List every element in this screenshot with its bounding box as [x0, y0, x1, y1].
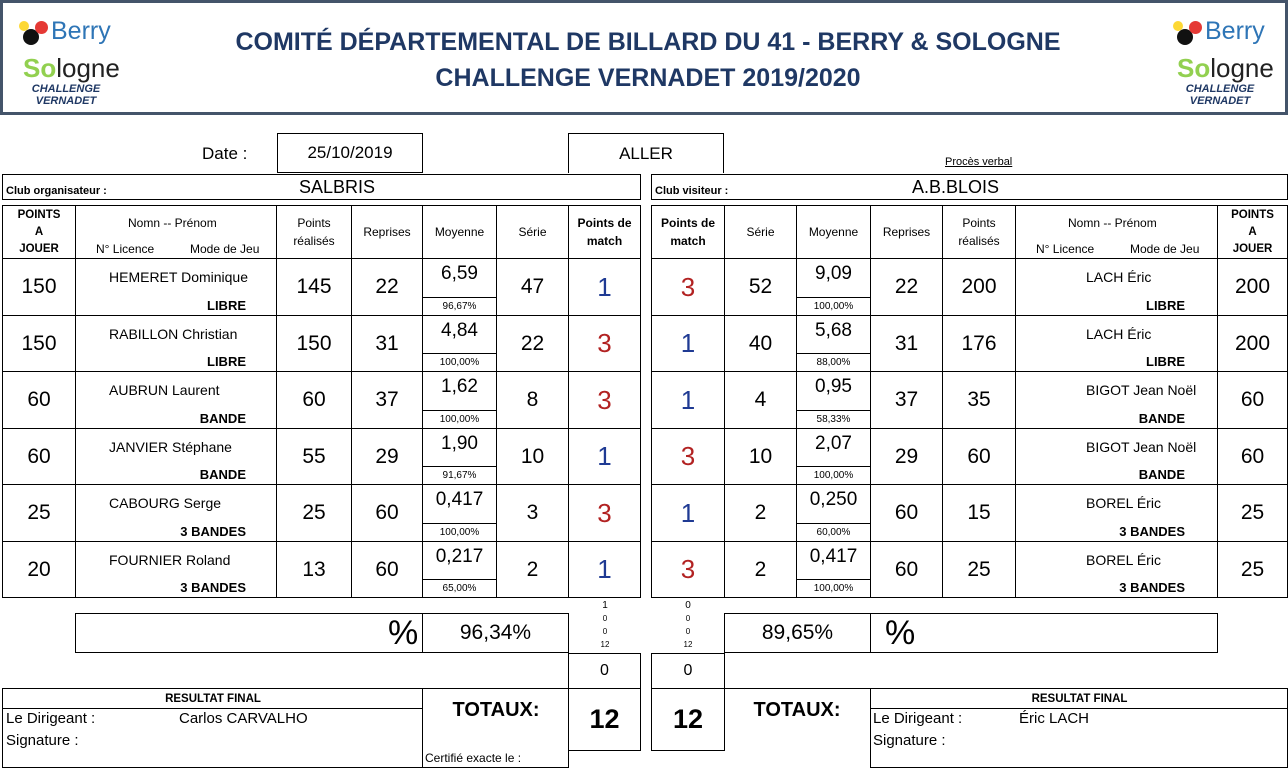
home-col-reprises: Reprises	[351, 205, 423, 259]
away-moyenne-cell	[796, 484, 871, 542]
away-moyenne-cell	[796, 541, 871, 598]
home-result-box	[2, 688, 423, 768]
away-moyenne: 0,95	[815, 376, 852, 397]
away-col-nom-prenom: Nomn -- Prénom N° Licence Mode de Jeu	[1015, 205, 1218, 259]
away-points-a-jouer: 60	[1217, 371, 1288, 429]
home-points-a-jouer: 60	[2, 428, 76, 485]
document-subtitle: CHALLENGE VERNADET 2019/2020	[435, 64, 861, 92]
away-reprises: 60	[870, 484, 943, 542]
home-points-de-match: 1	[568, 541, 641, 598]
home-moyenne: 6,59	[441, 263, 478, 284]
home-serie: 2	[496, 541, 569, 598]
away-points-de-match: 3	[651, 428, 725, 485]
away-points-de-match: 1	[651, 484, 725, 542]
away-points-a-jouer: 25	[1217, 484, 1288, 542]
proces-verbal-label: Procès verbal	[945, 156, 1013, 168]
away-game-mode: LIBRE	[1146, 298, 1185, 313]
away-moyenne: 0,417	[809, 546, 858, 567]
away-player-name: BIGOT Jean Noël	[1086, 382, 1197, 398]
home-points-de-match: 3	[568, 484, 641, 542]
away-counter: 0 0 0 12	[683, 600, 693, 649]
away-points-realises: 35	[942, 371, 1016, 429]
away-game-mode: 3 BANDES	[1119, 580, 1185, 595]
home-reprises: 29	[351, 428, 423, 485]
home-player-cell	[75, 541, 277, 598]
away-pourcentage: 88,00%	[797, 353, 870, 371]
home-moyenne: 0,417	[435, 489, 484, 510]
home-points-realises: 150	[276, 315, 352, 372]
home-player-name: JANVIER Stéphane	[109, 439, 232, 455]
away-points-realises: 15	[942, 484, 1016, 542]
away-player-name: LACH Éric	[1086, 326, 1152, 342]
home-game-mode: 3 BANDES	[180, 580, 246, 595]
home-serie: 22	[496, 315, 569, 372]
away-player-cell	[1015, 315, 1218, 372]
home-points-realises: 60	[276, 371, 352, 429]
away-moyenne-cell	[796, 371, 871, 429]
away-col-moyenne: Moyenne	[796, 205, 871, 259]
away-col-points-de-match: Points de match	[651, 205, 725, 259]
away-leader-label: Le Dirigeant :	[873, 710, 963, 727]
away-points-realises: 60	[942, 428, 1016, 485]
away-total: 12	[651, 688, 725, 751]
away-serie: 10	[724, 428, 797, 485]
home-points-realises: 145	[276, 258, 352, 316]
away-points-de-match: 3	[651, 541, 725, 598]
home-player-cell	[75, 258, 277, 316]
home-moyenne: 4,84	[441, 320, 478, 341]
berry-sologne-logo-left: Berry Sologne CHALLENGE VERNADET	[11, 11, 126, 111]
home-result-title: RESULTAT FINAL	[165, 693, 261, 705]
home-game-mode: BANDE	[199, 411, 246, 426]
header-banner	[0, 0, 1288, 115]
home-signature-label: Signature :	[6, 732, 79, 749]
away-pourcentage: 100,00%	[797, 297, 870, 315]
away-moyenne-cell	[796, 428, 871, 485]
home-game-mode: BANDE	[199, 467, 246, 482]
home-points-a-jouer: 20	[2, 541, 76, 598]
home-counter: 1 0 0 12	[600, 600, 610, 649]
away-reprises: 37	[870, 371, 943, 429]
home-points-de-match: 3	[568, 315, 641, 372]
home-col-moyenne: Moyenne	[422, 205, 497, 259]
away-points-a-jouer: 60	[1217, 428, 1288, 485]
away-serie: 2	[724, 541, 797, 598]
away-game-mode: LIBRE	[1146, 354, 1185, 369]
home-col-points-realises: Points réalisés	[276, 205, 352, 259]
away-points-a-jouer: 200	[1217, 258, 1288, 316]
home-points-realises: 55	[276, 428, 352, 485]
leg-label: ALLER	[568, 133, 724, 173]
away-col-points-realises: Points réalisés	[942, 205, 1016, 259]
away-leader-name: Éric LACH	[1019, 710, 1090, 727]
berry-sologne-logo-right: Berry Sologne CHALLENGE VERNADET	[1165, 11, 1280, 111]
home-pourcentage: 100,00%	[423, 410, 496, 428]
home-serie: 8	[496, 371, 569, 429]
home-total: 12	[568, 688, 641, 751]
home-player-cell	[75, 315, 277, 372]
away-reprises: 22	[870, 258, 943, 316]
home-game-mode: LIBRE	[207, 298, 246, 313]
away-zero: 0	[651, 653, 725, 689]
home-col-nom-prenom: Nomn -- Prénom N° Licence Mode de Jeu	[75, 205, 277, 259]
away-serie: 52	[724, 258, 797, 316]
home-serie: 47	[496, 258, 569, 316]
totals-box-away	[724, 688, 871, 768]
away-game-mode: BANDE	[1138, 467, 1185, 482]
away-reprises: 31	[870, 315, 943, 372]
away-points-de-match: 3	[651, 258, 725, 316]
away-pourcentage: 100,00%	[797, 579, 870, 597]
home-game-mode: LIBRE	[207, 354, 246, 369]
away-serie: 4	[724, 371, 797, 429]
home-moyenne-cell	[422, 484, 497, 542]
home-points-a-jouer: 150	[2, 315, 76, 372]
away-moyenne-cell	[796, 258, 871, 316]
away-percent-box	[870, 613, 1218, 653]
home-reprises: 60	[351, 541, 423, 598]
away-pourcentage: 60,00%	[797, 523, 870, 541]
away-points-realises: 176	[942, 315, 1016, 372]
away-percent-value: 89,65%	[724, 613, 871, 653]
away-player-name: BOREL Éric	[1086, 552, 1161, 568]
away-player-cell	[1015, 258, 1218, 316]
home-points-a-jouer: 150	[2, 258, 76, 316]
home-serie: 10	[496, 428, 569, 485]
home-club-name: SALBRIS	[299, 177, 376, 197]
away-points-realises: 200	[942, 258, 1016, 316]
away-moyenne: 0,250	[809, 489, 858, 510]
home-leader-name: Carlos CARVALHO	[179, 710, 308, 727]
away-reprises: 60	[870, 541, 943, 598]
away-moyenne: 5,68	[815, 320, 852, 341]
home-moyenne-cell	[422, 371, 497, 429]
home-percent-symbol: %	[388, 614, 419, 652]
home-col-points-de-match: Points de match	[568, 205, 641, 259]
away-percent-symbol: %	[885, 614, 916, 652]
date-label: Date :	[202, 144, 248, 163]
home-moyenne: 1,90	[441, 433, 478, 454]
home-percent-box	[75, 613, 423, 653]
away-club-name: A.B.BLOIS	[912, 177, 1000, 197]
away-player-cell	[1015, 428, 1218, 485]
home-points-de-match: 1	[568, 258, 641, 316]
home-club-row	[2, 174, 641, 200]
home-player-name: CABOURG Serge	[109, 495, 222, 511]
home-club-label: Club organisateur :	[6, 185, 107, 197]
home-moyenne-cell	[422, 428, 497, 485]
totals-box-home	[422, 688, 569, 768]
home-points-realises: 13	[276, 541, 352, 598]
away-player-name: LACH Éric	[1086, 269, 1152, 285]
away-player-cell	[1015, 371, 1218, 429]
home-reprises: 60	[351, 484, 423, 542]
home-reprises: 22	[351, 258, 423, 316]
totals-label-home: TOTAUX:	[452, 699, 540, 721]
home-col-serie: Série	[496, 205, 569, 259]
away-pourcentage: 100,00%	[797, 466, 870, 484]
away-serie: 2	[724, 484, 797, 542]
away-serie: 40	[724, 315, 797, 372]
away-player-cell	[1015, 541, 1218, 598]
away-reprises: 29	[870, 428, 943, 485]
away-col-points-a-jouer: POINTS A JOUER	[1217, 205, 1288, 259]
away-moyenne: 9,09	[815, 263, 852, 284]
home-points-a-jouer: 60	[2, 371, 76, 429]
home-points-de-match: 1	[568, 428, 641, 485]
home-player-name: AUBRUN Laurent	[109, 382, 220, 398]
away-club-row	[651, 174, 1288, 200]
home-pourcentage: 100,00%	[423, 353, 496, 371]
home-points-a-jouer: 25	[2, 484, 76, 542]
date-value: 25/10/2019	[277, 133, 423, 173]
home-moyenne: 0,217	[435, 546, 484, 567]
home-zero: 0	[568, 653, 641, 689]
away-points-de-match: 1	[651, 371, 725, 429]
home-pourcentage: 96,67%	[423, 297, 496, 315]
home-pourcentage: 91,67%	[423, 466, 496, 484]
home-player-name: RABILLON Christian	[109, 326, 238, 342]
home-player-cell	[75, 484, 277, 542]
away-moyenne-cell	[796, 315, 871, 372]
away-result-box	[870, 688, 1288, 768]
away-player-name: BIGOT Jean Noël	[1086, 439, 1197, 455]
totals-label-away: TOTAUX:	[753, 699, 841, 721]
away-club-label: Club visiteur :	[655, 185, 729, 197]
away-player-name: BOREL Éric	[1086, 495, 1161, 511]
away-col-serie: Série	[724, 205, 797, 259]
home-moyenne: 1,62	[441, 376, 478, 397]
certified-label: Certifié exacte le :	[425, 751, 522, 765]
away-player-cell	[1015, 484, 1218, 542]
document-title: COMITÉ DÉPARTEMENTAL DE BILLARD DU 41 - BERRY & SOLOGNE	[235, 28, 1061, 56]
away-col-reprises: Reprises	[870, 205, 943, 259]
home-game-mode: 3 BANDES	[180, 524, 246, 539]
home-points-de-match: 3	[568, 371, 641, 429]
home-reprises: 37	[351, 371, 423, 429]
away-pourcentage: 58,33%	[797, 410, 870, 428]
away-moyenne: 2,07	[815, 433, 852, 454]
away-signature-label: Signature :	[873, 732, 946, 749]
home-pourcentage: 65,00%	[423, 579, 496, 597]
home-pourcentage: 100,00%	[423, 523, 496, 541]
home-leader-label: Le Dirigeant :	[6, 710, 96, 727]
home-serie: 3	[496, 484, 569, 542]
away-game-mode: BANDE	[1138, 411, 1185, 426]
home-reprises: 31	[351, 315, 423, 372]
away-game-mode: 3 BANDES	[1119, 524, 1185, 539]
away-points-de-match: 1	[651, 315, 725, 372]
away-points-a-jouer: 200	[1217, 315, 1288, 372]
home-player-name: FOURNIER Roland	[109, 552, 231, 568]
away-result-title: RESULTAT FINAL	[1031, 693, 1128, 705]
home-col-points-a-jouer: POINTS A JOUER	[2, 205, 76, 259]
home-moyenne-cell	[422, 541, 497, 598]
home-percent-value: 96,34%	[422, 613, 569, 653]
away-points-a-jouer: 25	[1217, 541, 1288, 598]
home-moyenne-cell	[422, 258, 497, 316]
home-moyenne-cell	[422, 315, 497, 372]
home-player-name: HEMERET Dominique	[109, 269, 249, 285]
away-points-realises: 25	[942, 541, 1016, 598]
home-points-realises: 25	[276, 484, 352, 542]
home-player-cell	[75, 428, 277, 485]
home-player-cell	[75, 371, 277, 429]
